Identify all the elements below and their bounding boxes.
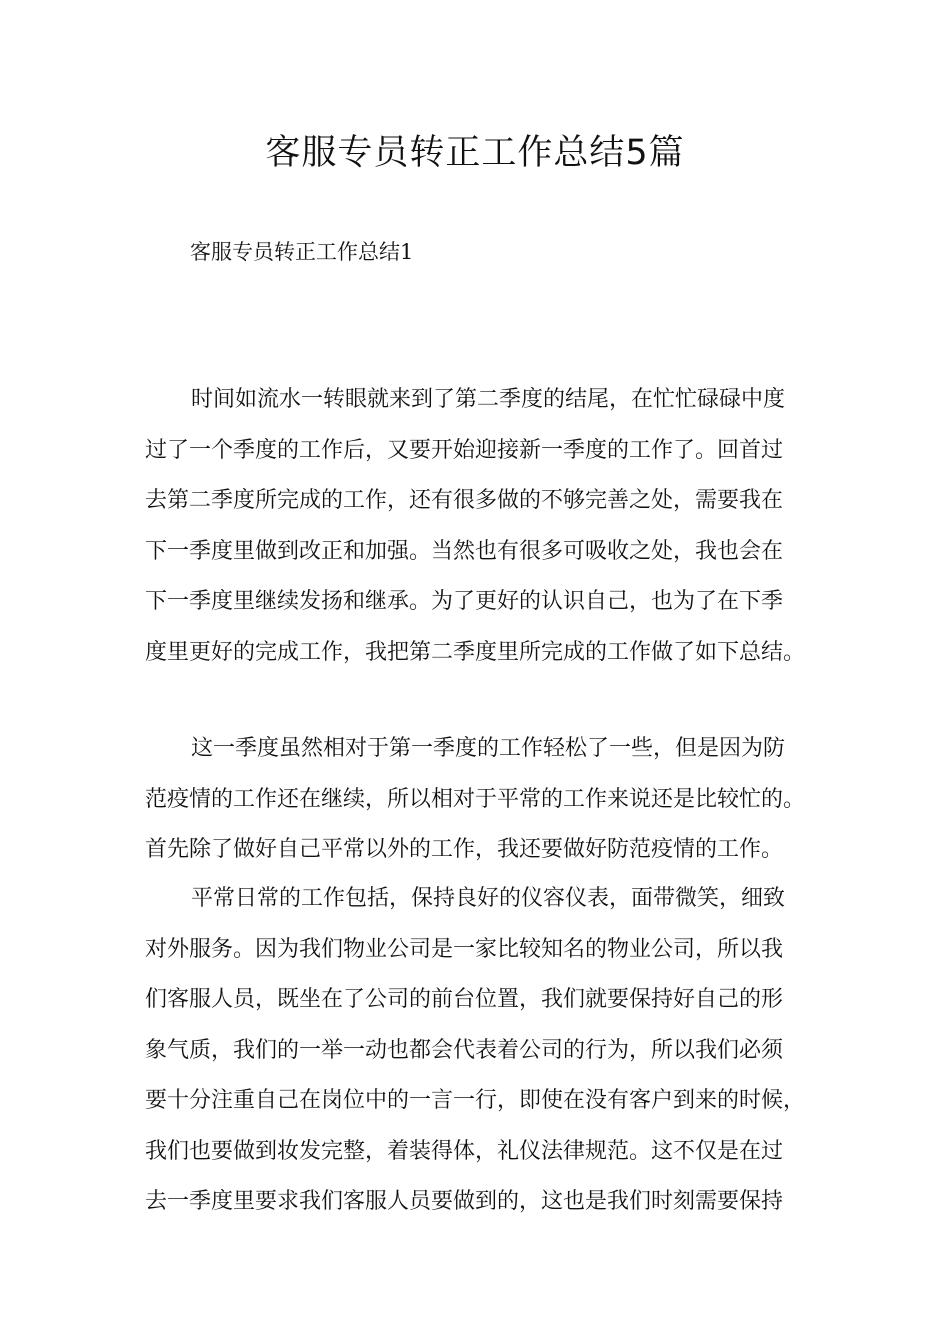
paragraph-line: 首先除了做好自己平常以外的工作，我还要做好防范疫情的工作。 xyxy=(145,837,784,862)
section-subtitle: 客服专员转正工作总结1 xyxy=(190,240,414,264)
paragraph-line: 下一季度里继续发扬和继承。为了更好的认识自己，也为了在下季 xyxy=(145,589,784,614)
paragraph-line: 去第二季度所完成的工作，还有很多做的不够完善之处，需要我在 xyxy=(145,488,784,513)
paragraph-line: 象气质，我们的一举一动也都会代表着公司的行为，所以我们必须 xyxy=(145,1037,784,1063)
paragraph-line: 过了一个季度的工作后，又要开始迎接新一季度的工作了。回首过 xyxy=(145,437,784,463)
paragraph-line: 这一季度虽然相对于第一季度的工作轻松了一些，但是因为防 xyxy=(191,736,786,761)
paragraph-line: 对外服务。因为我们物业公司是一家比较知名的物业公司，所以我 xyxy=(145,936,784,962)
paragraph-line: 下一季度里做到改正和加强。当然也有很多可吸收之处，我也会在 xyxy=(145,538,784,564)
paragraph-line: 我们也要做到妆发完整，着装得体，礼仪法律规范。这不仅是在过 xyxy=(145,1138,784,1164)
document-title: 客服专员转正工作总结5篇 xyxy=(265,133,685,173)
paragraph-line: 去一季度里要求我们客服人员要做到的，这也是我们时刻需要保持 xyxy=(145,1189,784,1214)
paragraph-line: 们客服人员，既坐在了公司的前台位置，我们就要保持好自己的形 xyxy=(145,987,784,1012)
paragraph-2 xyxy=(145,724,825,876)
paragraph-1 xyxy=(145,375,825,678)
paragraph-3 xyxy=(145,874,825,1228)
paragraph-line: 时间如流水一转眼就来到了第二季度的结尾，在忙忙碌碌中度 xyxy=(191,387,786,412)
paragraph-line: 度里更好的完成工作，我把第二季度里所完成的工作做了如下总结。 xyxy=(145,639,806,665)
paragraph-line: 平常日常的工作包括，保持良好的仪容仪表，面带微笑，细致 xyxy=(191,886,786,911)
paragraph-line: 要十分注重自己在岗位中的一言一行，即使在没有客户到来的时候， xyxy=(145,1088,806,1113)
paragraph-line: 范疫情的工作还在继续，所以相对于平常的工作来说还是比较忙的。 xyxy=(145,786,806,812)
